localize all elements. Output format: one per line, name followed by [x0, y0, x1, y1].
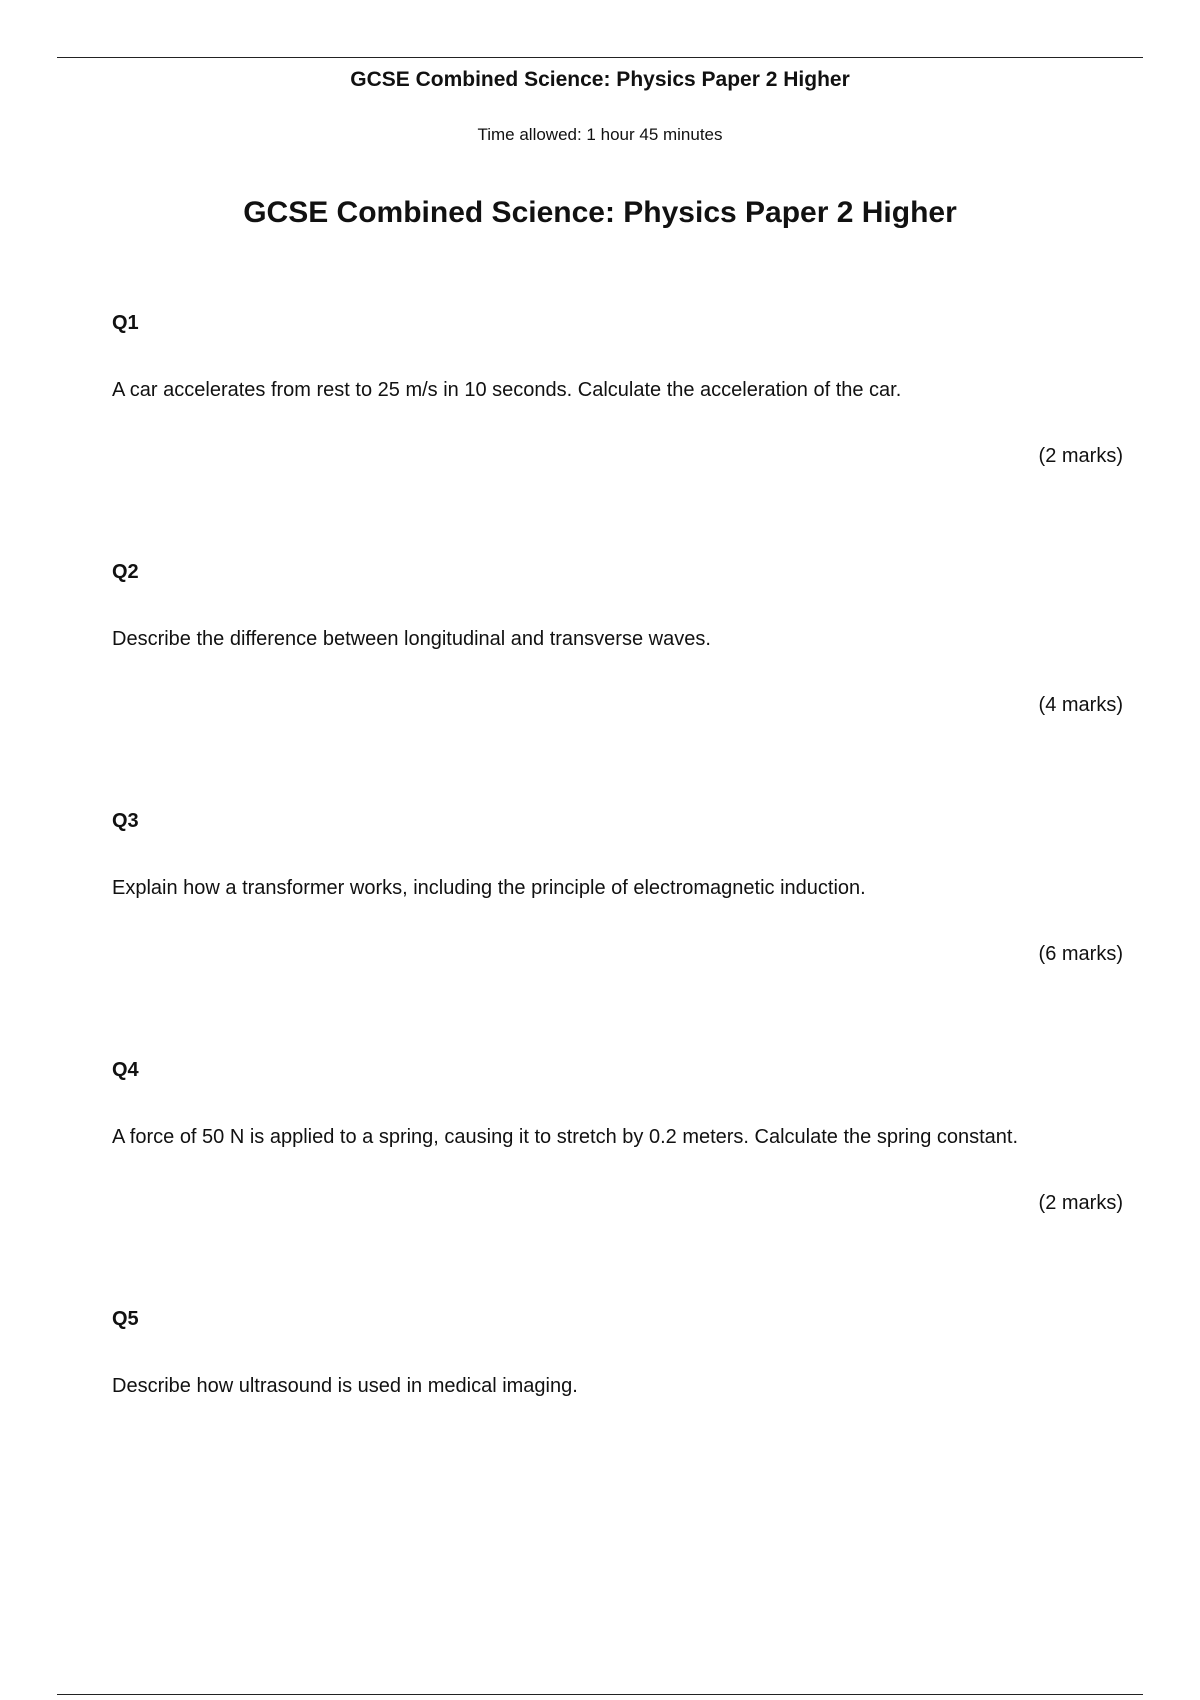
question-label: Q4	[112, 1059, 139, 1081]
question-3	[112, 808, 1123, 1057]
bottom-rule	[57, 1694, 1143, 1695]
question-text: Describe the difference between longitudinal and transverse waves.	[112, 628, 711, 650]
question-list	[112, 310, 1123, 1413]
question-text: A car accelerates from rest to 25 m/s in 10 seconds. Calculate the acceleration of the car.	[112, 379, 902, 401]
running-header-title: GCSE Combined Science: Physics Paper 2 Higher	[350, 68, 850, 91]
question-label: Q2	[112, 561, 139, 583]
question-4	[112, 1057, 1123, 1306]
question-marks: (4 marks)	[1038, 694, 1123, 716]
question-2	[112, 559, 1123, 808]
top-rule	[57, 57, 1143, 58]
question-text: A force of 50 N is applied to a spring, causing it to stretch by 0.2 meters. Calculate the spring constant.	[112, 1126, 1019, 1148]
page-title: GCSE Combined Science: Physics Paper 2 Higher	[243, 196, 957, 229]
question-5	[112, 1306, 1123, 1413]
question-text: Describe how ultrasound is used in medical imaging.	[112, 1375, 578, 1397]
question-1	[112, 310, 1123, 559]
question-marks: (2 marks)	[1038, 445, 1123, 467]
question-marks: (2 marks)	[1038, 1192, 1123, 1214]
question-label: Q1	[112, 312, 139, 334]
question-text: Explain how a transformer works, including the principle of electromagnetic induction.	[112, 877, 866, 899]
question-marks: (6 marks)	[1038, 943, 1123, 965]
question-label: Q3	[112, 810, 139, 832]
time-allowed: Time allowed: 1 hour 45 minutes	[477, 125, 723, 144]
question-label: Q5	[112, 1308, 139, 1330]
